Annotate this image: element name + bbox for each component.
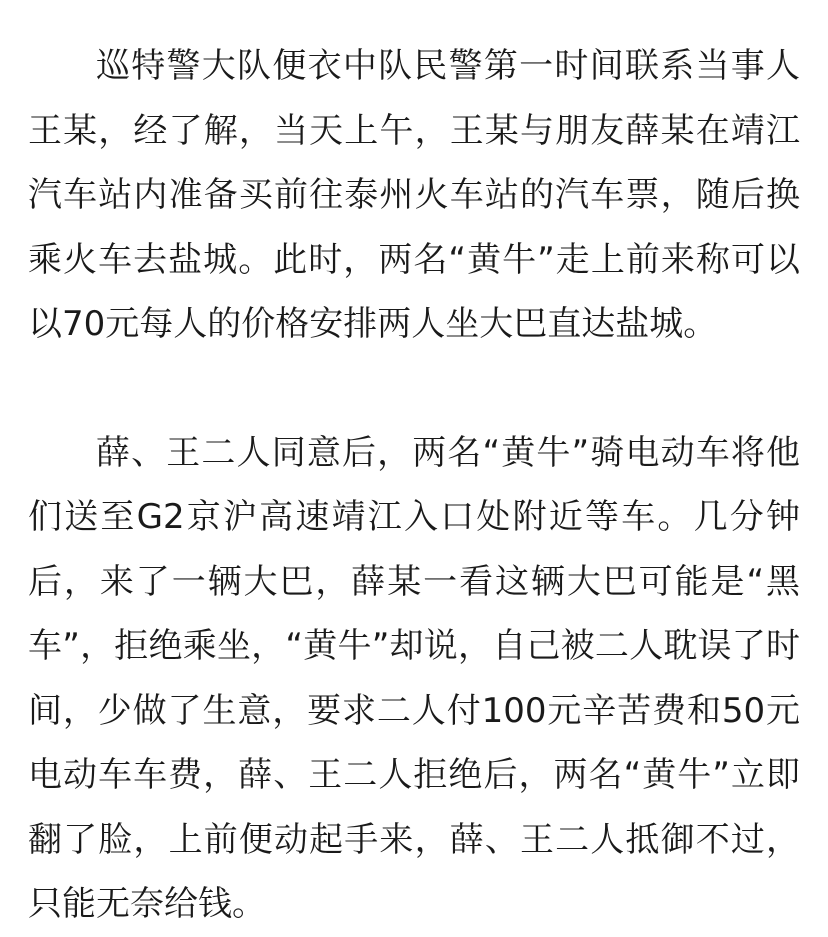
article-body [28, 34, 800, 937]
paragraph-2: 薛、王二人同意后，两名“黄牛”骑电动车将他们送至G2京沪高速靖江入口处附近等车。几分钟后，来了一辆大巴，薛某一看这辆大巴可能是“黑车”，拒绝乘坐，“黄牛”却说，自己被二人耽误了时间，少做了生意，要求二人付100元辛苦费和50元电动车车费，薛、王二人拒绝后，两名“黄牛”立即翻了脸，上前便动起手来，薛、王二人抵御不过，只能无奈给钱。 [28, 432, 800, 924]
paragraph-1: 巡特警大队便衣中队民警第一时间联系当事人王某，经了解，当天上午，王某与朋友薛某在靖江汽车站内准备买前往泰州火车站的汽车票，随后换乘火车去盐城。此时，两名“黄牛”走上前来称可以以70元每人的价格安排两人坐大巴直达盐城。 [28, 46, 800, 344]
